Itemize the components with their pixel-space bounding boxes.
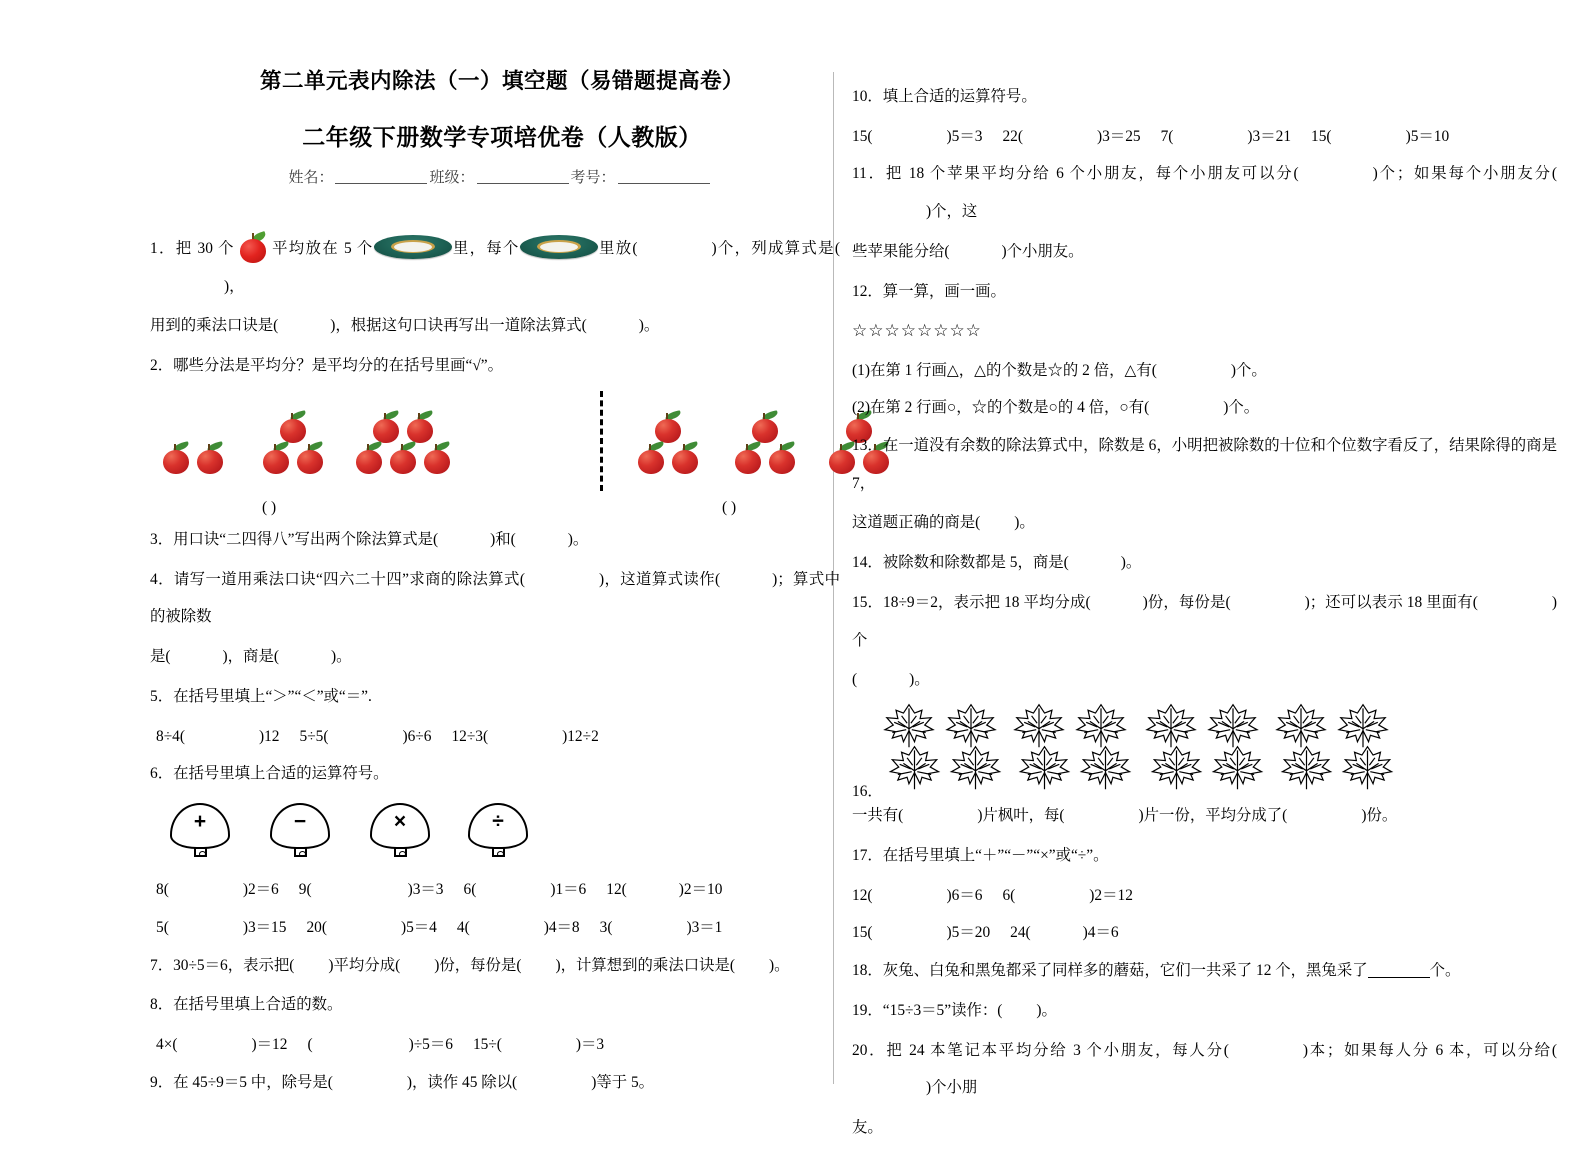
group-divider-dashed	[600, 391, 603, 491]
question-15-b: )份，每份是(	[1142, 593, 1231, 611]
question-10-number: 10．	[852, 88, 883, 105]
expr-right: )2＝12	[1089, 886, 1133, 904]
question-11-b: )个；如果每个小朋友分(	[1372, 165, 1557, 183]
expr-left: 12÷3(	[451, 727, 489, 745]
question-17-row2	[852, 914, 1557, 952]
question-2-answer-row	[150, 499, 840, 521]
question-11-line2	[852, 233, 1557, 271]
expr-right: )3＝15	[242, 918, 287, 936]
question-9-b: )，读作 45 除以(	[406, 1073, 518, 1091]
question-1-seg2: 平均放在 5 个	[270, 240, 374, 257]
expr-right: )÷5＝6	[408, 1036, 453, 1054]
apple-icon	[669, 441, 701, 475]
question-20-b: )本；如果每人分 6 本，可以分给(	[1302, 1041, 1557, 1059]
maple-leaf-icon	[886, 743, 943, 793]
question-1	[150, 229, 840, 305]
question-4-f: )。	[330, 648, 352, 666]
expr-left: 15(	[1311, 127, 1332, 145]
question-12-sub1	[852, 352, 1557, 390]
question-12-number: 12．	[852, 282, 883, 300]
question-1-seg3: 里，每个	[451, 240, 520, 257]
expr-right: )6＝6	[946, 886, 983, 904]
apple-icon	[370, 410, 402, 444]
question-19-a: “15÷3＝5”读作：(	[882, 1001, 1003, 1019]
question-13-a: 在一道没有余数的除法算式中，除数是 6，小明把被除数的十位和个位数字看反了，结果除得的商是 7，	[852, 436, 1557, 492]
question-6-text: 在括号里填上合适的运算符号。	[173, 765, 389, 783]
question-17-row1	[852, 877, 1557, 915]
question-5-number: 5．	[150, 687, 174, 705]
question-20-number: 20．	[852, 1041, 887, 1059]
question-3-c: )。	[567, 530, 589, 548]
question-3	[150, 521, 840, 559]
expr-right: )3＝3	[407, 881, 444, 899]
expr-right: )5＝10	[1405, 127, 1450, 145]
question-8	[150, 986, 840, 1024]
question-12-sub1b: )个。	[1230, 361, 1267, 379]
question-4-line2	[150, 638, 840, 676]
question-1-line2	[150, 307, 840, 345]
question-10	[852, 78, 1557, 116]
question-16-number: 16．	[852, 783, 883, 801]
question-14	[852, 544, 1557, 582]
expr-right: )3＝1	[686, 918, 723, 936]
page-title-line2: 二年级下册数学专项培优卷（人教版）	[302, 125, 702, 150]
question-7-c: )份，每份是(	[434, 956, 522, 974]
class-label: 班级：	[429, 170, 475, 186]
question-4-c: )；算式中的被除数	[150, 570, 840, 626]
question-15-e: (	[852, 671, 858, 689]
leaf-group	[880, 701, 1004, 793]
question-1-line2b: )，根据这句口诀再写出一道除法算式(	[330, 317, 587, 335]
expr-left: 6(	[463, 881, 477, 899]
expr-right: )5＝4	[400, 918, 437, 936]
question-1-seg1: 把 30 个	[175, 240, 235, 257]
student-info-line	[150, 166, 840, 187]
expr-left: 24(	[1010, 924, 1031, 942]
left-column	[150, 0, 840, 1103]
maple-leaf-icon	[947, 743, 1004, 793]
expr-left: 20(	[306, 918, 327, 936]
question-5-text: 在括号里填上“＞”“＜”或“＝”.	[173, 687, 372, 705]
question-1-line2a: 用到的乘法口诀是(	[150, 317, 279, 335]
apple-icon	[277, 410, 309, 444]
apple-group	[732, 410, 798, 475]
class-blank[interactable]	[477, 183, 569, 184]
question-9-number: 9．	[150, 1073, 174, 1091]
question-18-b: 个。	[1429, 962, 1461, 980]
maple-leaf-icon	[1077, 743, 1134, 793]
apple-icon	[749, 410, 781, 444]
question-11-number: 11．	[852, 165, 886, 183]
expr-left: 15(	[852, 924, 873, 942]
question-2-apple-figure	[150, 391, 840, 499]
question-17-number: 17．	[852, 846, 883, 864]
apple-icon	[652, 410, 684, 444]
question-16-b: )片枫叶，每(	[977, 807, 1065, 825]
question-13-c: )。	[1014, 514, 1035, 532]
question-13-line2	[852, 504, 1557, 542]
question-9-c: )等于 5。	[591, 1073, 655, 1091]
plus-icon: +	[193, 810, 207, 834]
question-16-text	[852, 797, 1557, 835]
question-15-f: )。	[909, 671, 930, 689]
apple-icon	[235, 229, 271, 265]
question-4-number: 4．	[150, 570, 174, 588]
question-7-d: )，计算想到的乘法口诀是(	[555, 956, 736, 974]
question-4-a: 请写一道用乘法口诀“四六二十四”求商的除法算式(	[173, 570, 525, 588]
question-16-d: )份。	[1361, 807, 1398, 825]
question-14-b: )。	[1120, 554, 1142, 572]
question-17-text: 在括号里填上“＋”“－”“×”或“÷”。	[882, 846, 1109, 864]
answer-blank[interactable]	[1368, 977, 1430, 978]
expr-left: 8(	[156, 881, 169, 899]
question-13-number: 13．	[852, 436, 883, 454]
expr-left: 5(	[156, 918, 169, 936]
question-3-b: )和(	[490, 530, 516, 548]
expr-right: )2＝6	[242, 881, 279, 899]
question-13-b: 这道题正确的商是(	[852, 514, 981, 532]
question-15-line2	[852, 661, 1557, 699]
question-16-leaf-figure	[852, 701, 1557, 801]
expr-right: )4＝6	[1082, 924, 1119, 942]
question-14-number: 14．	[852, 554, 883, 572]
question-14-a: 被除数和除数都是 5，商是(	[882, 554, 1069, 572]
question-15	[852, 584, 1557, 659]
question-11	[852, 155, 1557, 230]
maple-leaf-icon	[1148, 743, 1205, 793]
expr-left: 6(	[1002, 886, 1016, 904]
question-11-c: )个，这	[926, 203, 978, 221]
question-19	[852, 992, 1557, 1030]
page-title-line1: 第二单元表内除法（一）填空题（易错题提高卷）	[259, 69, 744, 93]
question-19-number: 19．	[852, 1001, 883, 1019]
expr-left: 9(	[298, 881, 312, 899]
multiply-balloon-icon	[370, 803, 432, 863]
question-7-b: )平均分成(	[328, 956, 401, 974]
question-2-number: 2．	[150, 357, 174, 375]
expr-left: 7(	[1160, 127, 1174, 145]
expr-right: )12	[258, 727, 280, 745]
question-8-text: 在括号里填上合适的数。	[173, 996, 343, 1014]
question-4-b: )，这道算式读作(	[598, 570, 721, 588]
apple-group	[260, 410, 326, 475]
question-7	[150, 947, 840, 985]
question-15-number: 15．	[852, 593, 884, 611]
question-10-expressions	[852, 118, 1557, 156]
question-20	[852, 1032, 1557, 1107]
question-1-seg5: )个，列成算式是(	[711, 240, 840, 257]
question-12-sub2	[852, 389, 1557, 427]
question-6-row1	[150, 871, 840, 909]
maple-leaf-icon	[1339, 743, 1396, 793]
expr-right: )＝3	[575, 1036, 605, 1054]
question-15-a: 18÷9＝2，表示把 18 平均分成(	[883, 593, 1091, 611]
question-13	[852, 427, 1557, 502]
question-12-star-row: ☆☆☆☆☆☆☆☆	[852, 321, 982, 342]
leaf-group	[1010, 701, 1134, 793]
expr-right: )5＝20	[946, 924, 991, 942]
question-20-line2	[852, 1109, 1557, 1147]
question-5	[150, 678, 840, 716]
name-label: 姓名：	[288, 170, 334, 186]
plate-icon	[374, 234, 452, 260]
expr-left: 15÷(	[472, 1036, 502, 1054]
expr-right: )3＝21	[1247, 127, 1292, 145]
question-10-text: 填上合适的运算符号。	[882, 88, 1037, 105]
question-18	[852, 952, 1557, 990]
maple-leaf-icon	[1278, 743, 1335, 793]
apple-icon	[421, 441, 453, 475]
expr-left: 12(	[852, 886, 873, 904]
question-7-e: )。	[769, 956, 790, 974]
expr-right: )2＝10	[678, 881, 723, 899]
question-1-line2c: )。	[638, 317, 660, 335]
question-1-number: 1．	[150, 240, 176, 257]
expr-left: 4×(	[156, 1036, 178, 1054]
apple-icon	[635, 441, 667, 475]
expr-right: )5＝3	[946, 127, 983, 145]
expr-right: )12÷2	[562, 727, 599, 745]
expr-right: )6÷6	[402, 727, 432, 745]
divide-icon: ÷	[492, 810, 504, 834]
question-11-a: 把 18 个苹果平均分给 6 个小朋友，每个小朋友可以分(	[885, 165, 1299, 183]
plus-balloon-icon	[170, 803, 232, 863]
expr-left: 4(	[456, 918, 470, 936]
question-7-number: 7．	[150, 956, 174, 974]
answer-paren-right[interactable]: ( )	[722, 498, 737, 516]
question-12-text: 算一算，画一画。	[882, 282, 1006, 300]
leaf-group	[1272, 701, 1396, 793]
question-2	[150, 347, 840, 385]
question-19-b: )。	[1036, 1001, 1057, 1019]
question-1-seg4: 里放(	[597, 240, 638, 257]
minus-balloon-icon	[270, 803, 332, 863]
expr-left: 3(	[599, 918, 613, 936]
apple-icon	[732, 441, 764, 475]
expr-right: )1＝6	[550, 881, 587, 899]
leaf-group	[1142, 701, 1266, 793]
maple-leaf-icon	[1016, 743, 1073, 793]
expr-left: 15(	[852, 127, 873, 145]
question-6-number: 6．	[150, 765, 174, 783]
minus-icon: −	[293, 810, 307, 834]
question-12-sub2b: )个。	[1223, 399, 1260, 417]
question-1-seg6: )，	[224, 277, 245, 295]
question-8-number: 8．	[150, 996, 174, 1014]
question-15-d: )个	[852, 593, 1557, 649]
question-18-number: 18．	[852, 962, 883, 980]
question-4-d: 是(	[150, 648, 171, 666]
exam-label: 考号：	[570, 170, 616, 186]
question-12-sub2a: (2)在第 2 行画○，☆的个数是○的 4 倍，○有(	[852, 399, 1150, 417]
apple-group	[353, 410, 453, 475]
expr-right: )3＝25	[1096, 127, 1141, 145]
question-12-sub1a: (1)在第 1 行画△，△的个数是☆的 2 倍，△有(	[852, 361, 1157, 379]
question-6-operator-icons	[150, 803, 840, 867]
expr-right: )＝12	[251, 1036, 288, 1054]
question-4	[150, 561, 840, 636]
expr-left: 22(	[1002, 127, 1023, 145]
expr-left: 12(	[606, 881, 627, 899]
plate-icon	[520, 234, 598, 260]
apple-icon	[404, 410, 436, 444]
expr-left: (	[307, 1036, 313, 1054]
expr-left: 5÷5(	[299, 727, 329, 745]
expr-right: )4＝8	[543, 918, 580, 936]
divide-balloon-icon	[468, 803, 530, 863]
apple-icon	[353, 441, 385, 475]
apple-group	[635, 410, 701, 475]
apple-icon	[766, 441, 798, 475]
apple-icon	[194, 441, 226, 475]
question-20-c: )个小朋	[926, 1079, 978, 1097]
multiply-icon: ×	[393, 810, 407, 834]
expr-left: 8÷4(	[156, 727, 185, 745]
apple-icon	[260, 441, 292, 475]
apple-icon	[294, 441, 326, 475]
question-4-e: )，商是(	[222, 648, 279, 666]
exam-blank[interactable]	[618, 183, 710, 184]
question-8-expressions	[150, 1026, 840, 1064]
question-3-a: 用口诀“二四得八”写出两个除法算式是(	[173, 530, 439, 548]
question-2-text: 哪些分法是平均分？是平均分的在括号里画“√”。	[173, 357, 504, 375]
question-6	[150, 755, 840, 793]
question-9-a: 在 45÷9＝5 中，除号是(	[173, 1073, 333, 1091]
question-7-a: 30÷5＝6，表示把(	[173, 956, 295, 974]
question-6-row2	[150, 909, 840, 947]
question-5-expressions	[150, 718, 840, 756]
question-9	[150, 1064, 840, 1102]
answer-paren-left[interactable]: ( )	[262, 498, 277, 516]
question-15-c: )；还可以表示 18 里面有(	[1304, 593, 1478, 611]
right-column	[852, 0, 1557, 1149]
question-12	[852, 273, 1557, 311]
question-20-a: 把 24 本笔记本平均分给 3 个小朋友，每人分(	[886, 1041, 1229, 1059]
question-18-a: 灰兔、白兔和黑兔都采了同样多的蘑菇，它们一共采了 12 个，黑兔采了	[882, 962, 1368, 980]
apple-group	[160, 441, 226, 475]
maple-leaf-icon	[1209, 743, 1266, 793]
question-16-a: 一共有(	[852, 807, 904, 825]
name-blank[interactable]	[335, 183, 427, 184]
question-17	[852, 837, 1557, 875]
question-16-c: )片一份，平均分成了(	[1138, 807, 1288, 825]
question-3-number: 3．	[150, 530, 174, 548]
question-11-e: )个小朋友。	[1001, 242, 1084, 260]
apple-icon	[160, 441, 192, 475]
question-20-d: 友。	[852, 1118, 883, 1136]
question-11-d: 些苹果能分给(	[852, 242, 950, 260]
apple-icon	[387, 441, 419, 475]
